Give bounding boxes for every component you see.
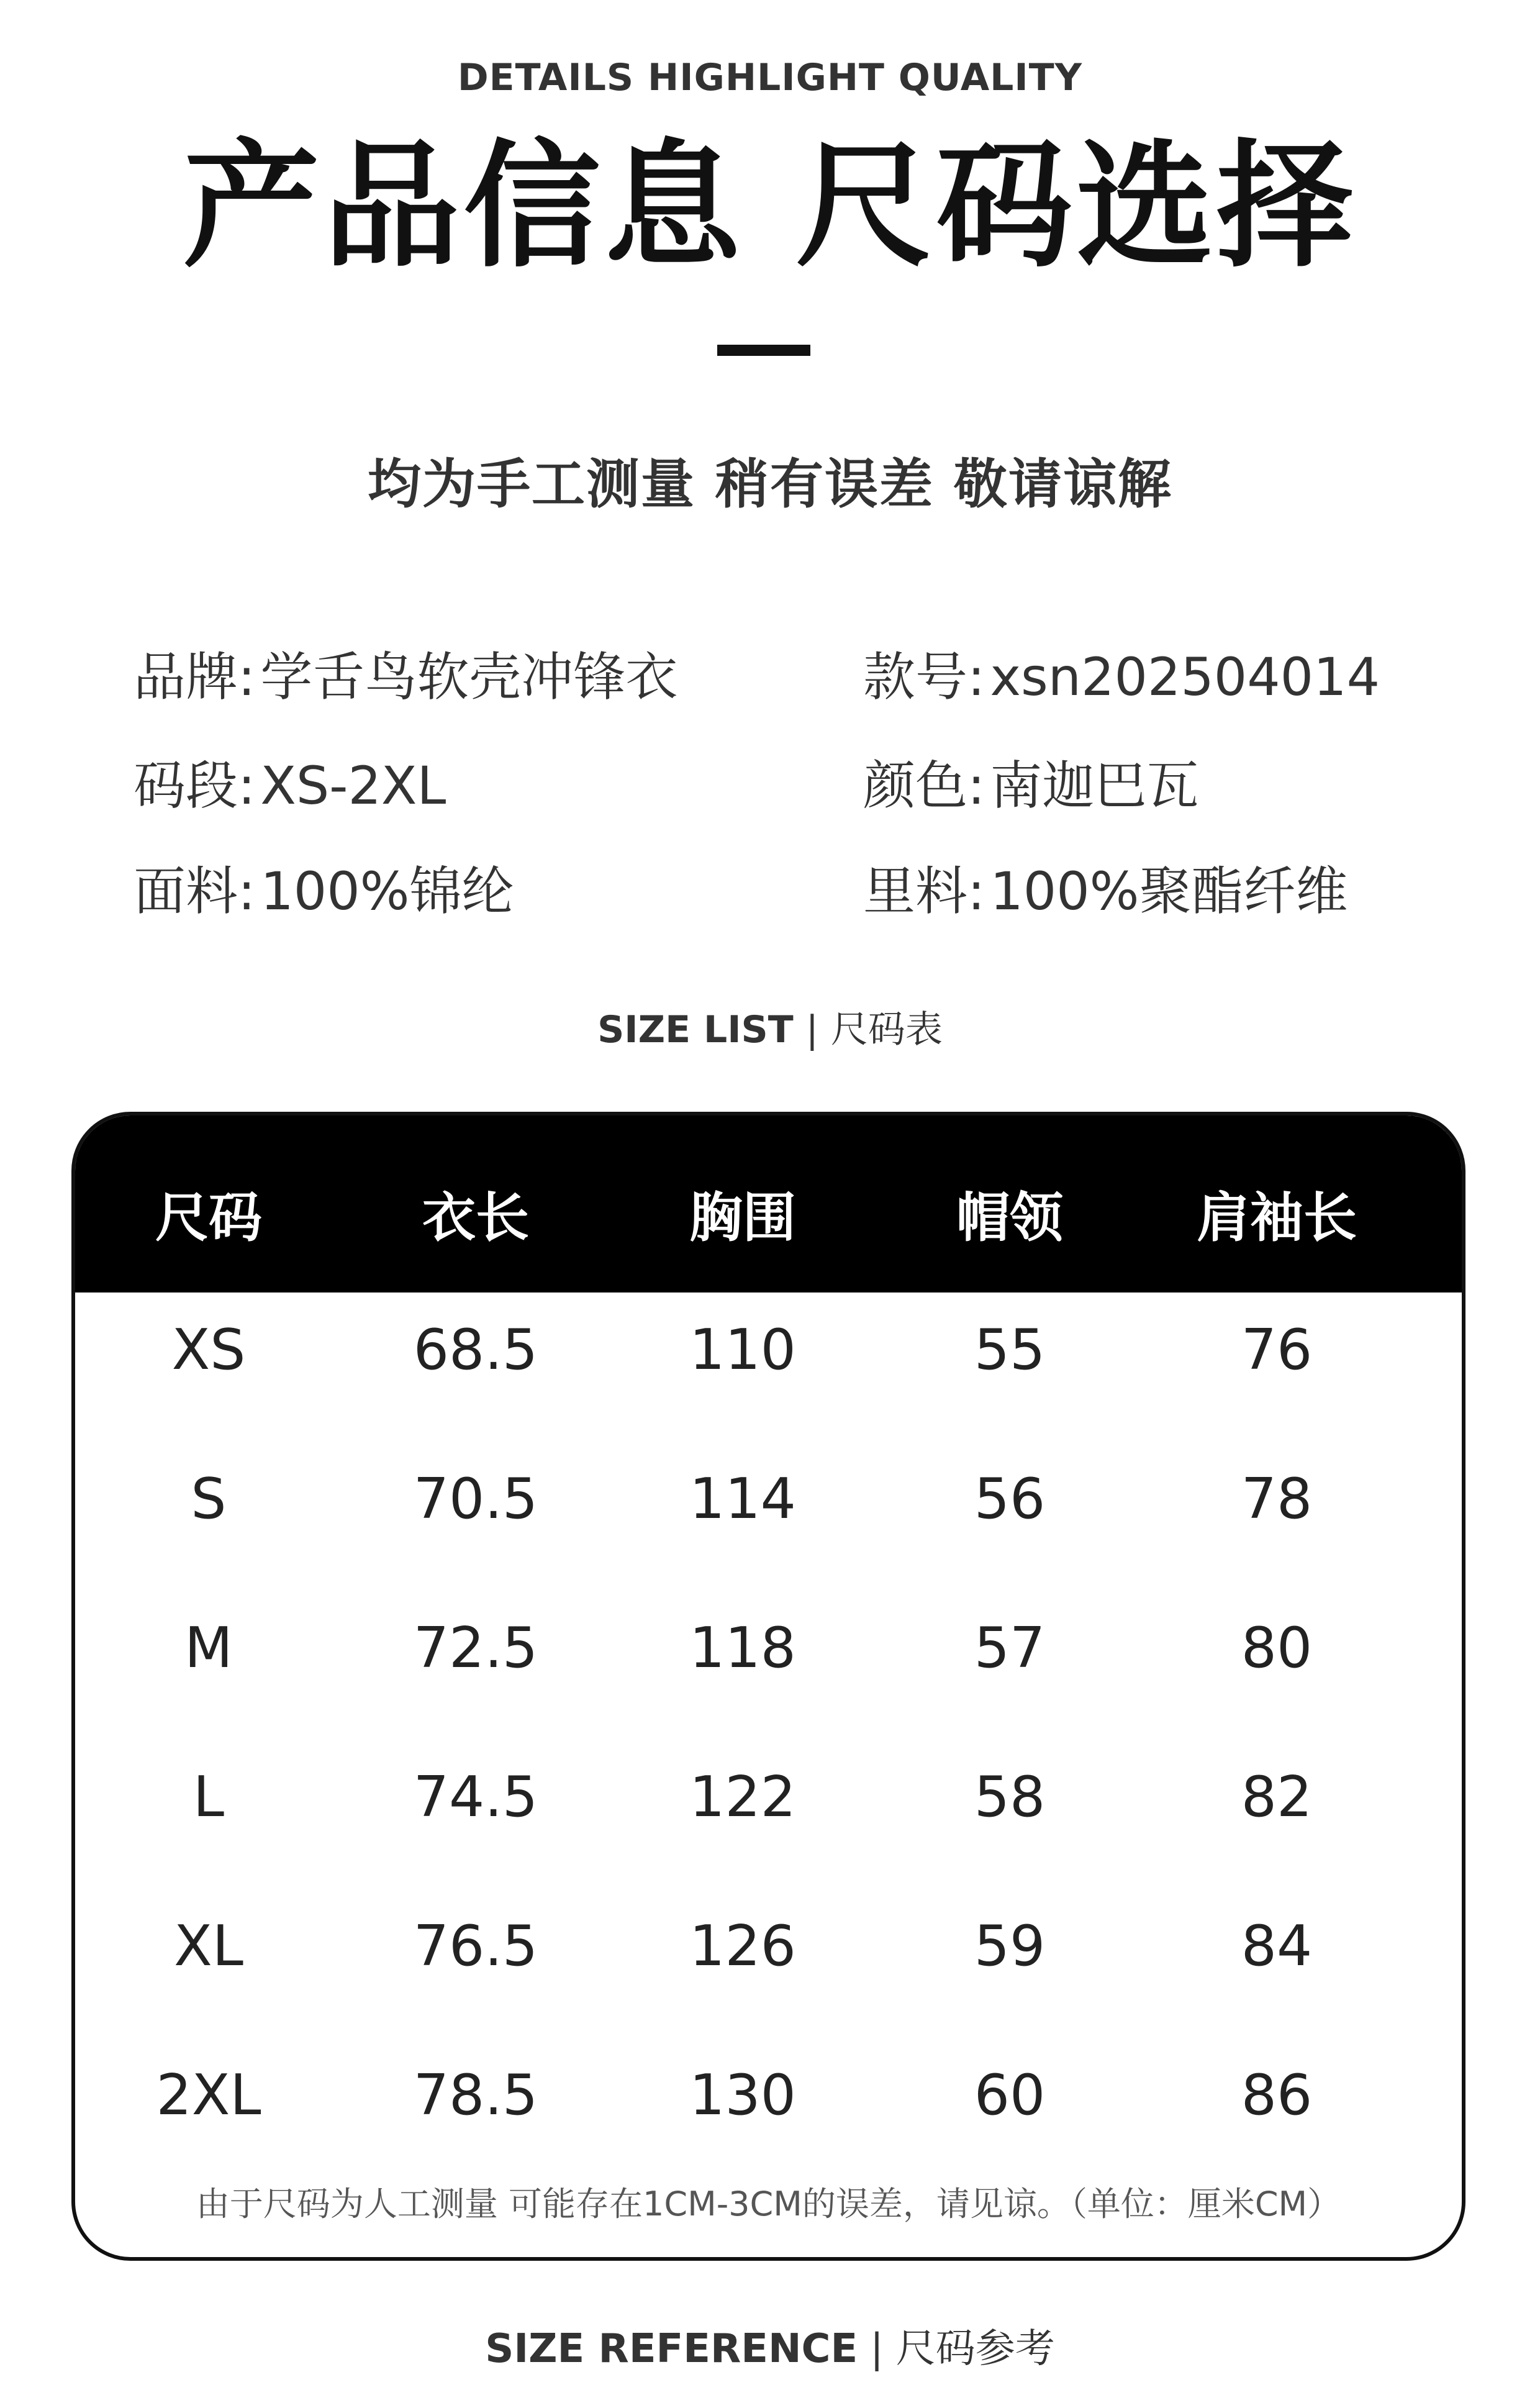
title-divider [717,345,810,356]
table-cell-shoulder-sleeve: 86 [1241,2063,1313,2128]
table-cell-chest: 130 [689,2063,796,2128]
size-table-header [75,1115,1462,1292]
info-lining-label: 里料: [863,861,985,922]
column-header-shoulder-sleeve: 肩袖长 [1197,1187,1357,1249]
table-cell-hood-collar: 58 [974,1765,1046,1830]
table-cell-length: 78.5 [413,2063,538,2128]
size-reference-heading-cn: 尺码参考 [895,2326,1055,2372]
size-list-heading [0,1000,1540,1053]
table-cell-length: 74.5 [413,1765,538,1830]
size-reference-heading-en: SIZE REFERENCE [485,2326,858,2372]
info-style-no-value: xsn202504014 [990,647,1380,707]
info-brand-label: 品牌: [134,647,256,707]
column-header-size: 尺码 [155,1187,262,1249]
info-size-range-value: XS-2XL [260,755,446,816]
size-reference-heading [0,2317,1540,2374]
info-brand-value: 学舌鸟软壳冲锋衣 [260,647,678,707]
table-cell-hood-collar: 55 [974,1317,1046,1383]
table-cell-shoulder-sleeve: 80 [1241,1615,1313,1681]
table-cell-size: M [184,1615,233,1681]
table-cell-hood-collar: 56 [974,1466,1046,1532]
table-cell-length: 68.5 [413,1317,538,1383]
table-cell-size: L [192,1765,225,1830]
table-cell-chest: 114 [689,1466,796,1532]
info-lining-value: 100%聚酯纤维 [990,861,1348,922]
table-cell-size: 2XL [156,2063,261,2128]
column-header-length: 衣长 [422,1187,529,1249]
info-brand [134,646,677,709]
info-fabric-label: 面料: [134,861,256,922]
table-cell-length: 70.5 [413,1466,538,1532]
column-header-hood-collar: 帽领 [956,1187,1063,1249]
table-cell-length: 76.5 [413,1914,538,1979]
column-header-chest: 胸围 [689,1187,796,1249]
table-cell-size: S [191,1466,227,1532]
table-cell-shoulder-sleeve: 84 [1241,1914,1313,1979]
table-cell-chest: 126 [689,1914,796,1979]
info-lining [863,860,1348,923]
info-size-range-label: 码段: [134,755,256,816]
size-table [71,1112,1465,2261]
table-cell-shoulder-sleeve: 76 [1241,1317,1313,1383]
info-size-range [134,755,446,817]
table-cell-size: XL [174,1914,243,1979]
info-color [863,755,1198,817]
table-cell-hood-collar: 57 [974,1615,1046,1681]
table-cell-shoulder-sleeve: 82 [1241,1765,1313,1830]
table-cell-hood-collar: 59 [974,1914,1046,1979]
size-list-heading-separator: | [805,1008,818,1052]
info-fabric [134,860,514,923]
table-cell-shoulder-sleeve: 78 [1241,1466,1313,1532]
info-color-label: 颜色: [863,755,985,816]
size-reference-heading-separator: | [870,2326,884,2372]
table-cell-chest: 118 [689,1615,796,1681]
page-title: 产品信息 尺码选择 [183,127,1357,286]
table-cell-size: XS [171,1317,246,1383]
table-cell-chest: 122 [689,1765,796,1830]
size-list-heading-cn: 尺码表 [830,1008,943,1052]
info-style-no [863,646,1380,709]
page-subtitle: 均为手工测量 稍有误差 敬请谅解 [368,453,1172,516]
top-caption: DETAILS HIGHLIGHT QUALITY [457,56,1083,99]
info-fabric-value: 100%锦纶 [260,861,514,922]
size-list-heading-en: SIZE LIST [597,1008,794,1052]
table-cell-chest: 110 [689,1317,796,1383]
table-cell-hood-collar: 60 [974,2063,1046,2128]
info-style-no-label: 款号: [863,647,985,707]
info-color-value: 南迦巴瓦 [990,755,1199,816]
size-table-note: 由于尺码为人工测量 可能存在1CM-3CM的误差，请见谅。（单位：厘米CM） [196,2184,1341,2224]
table-cell-length: 72.5 [413,1615,538,1681]
